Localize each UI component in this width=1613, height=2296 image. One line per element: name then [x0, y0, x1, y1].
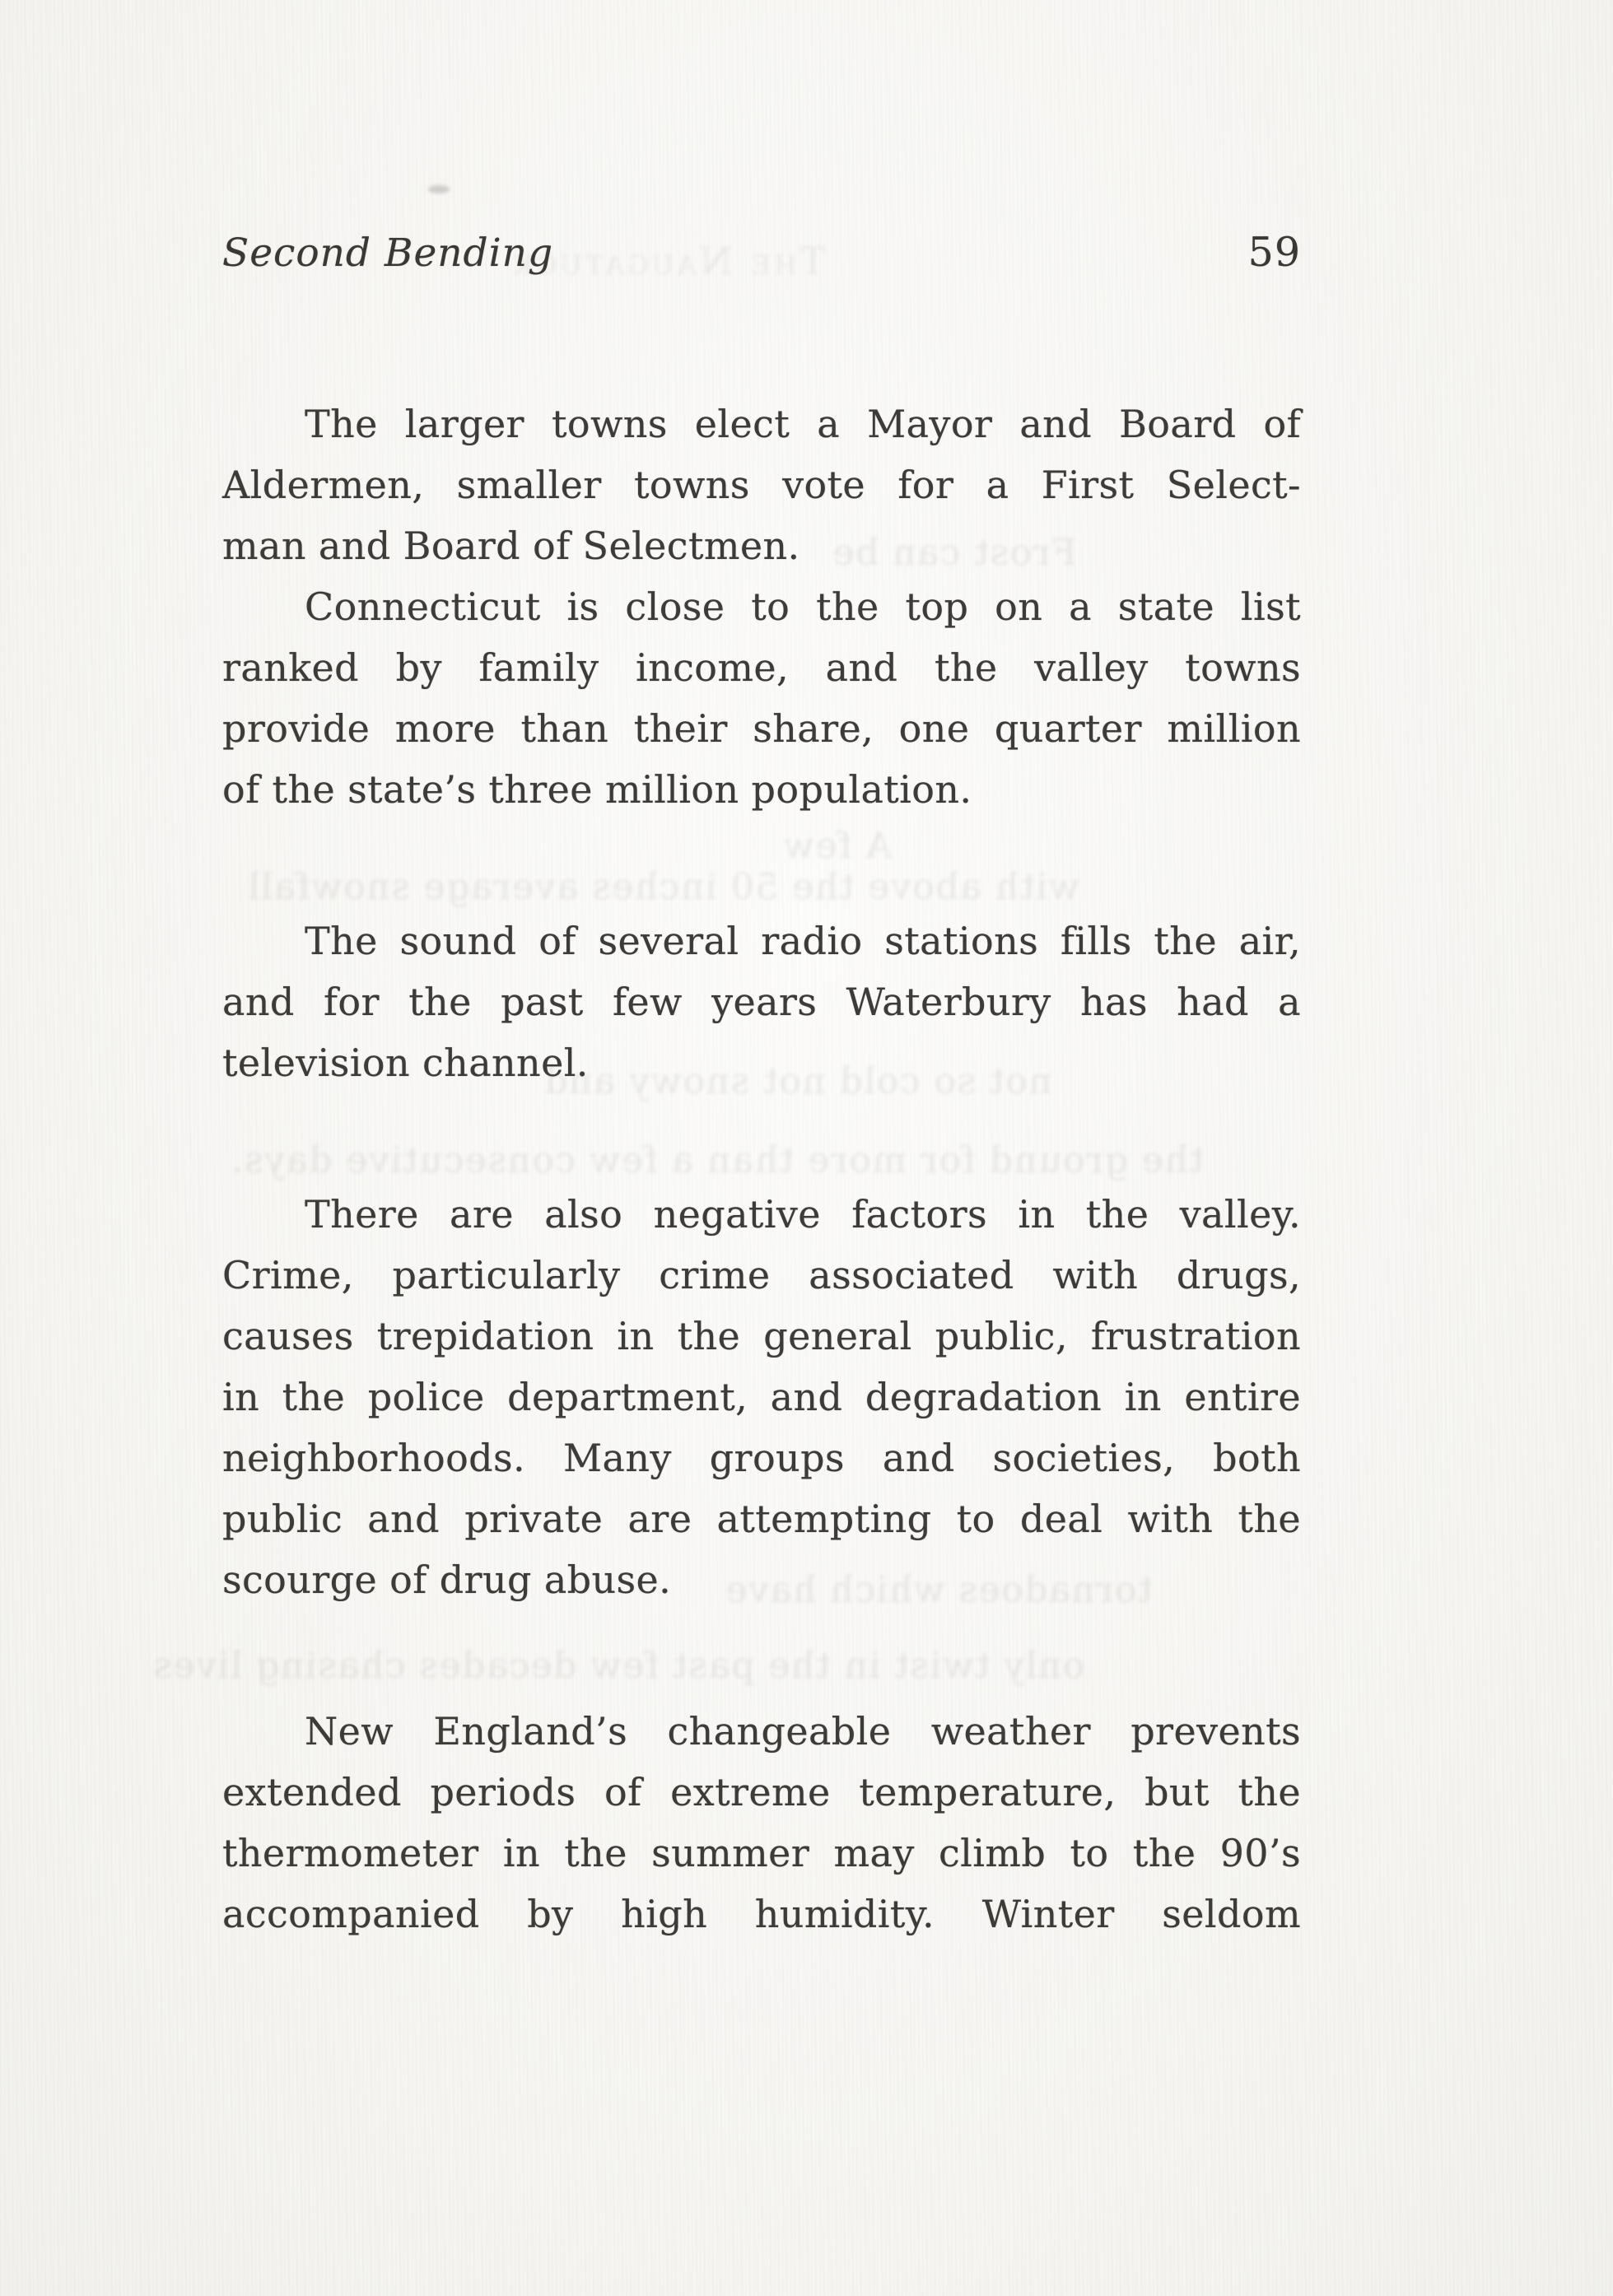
paragraph: [222, 1701, 1301, 1944]
bleed-through-text: The Naugatuck: [510, 239, 826, 283]
text-line: scourge of drug abuse.: [222, 1558, 672, 1602]
text-line: Aldermen, smaller towns vote for a First Select-: [222, 463, 1301, 507]
running-head-title: Second Bending: [222, 231, 554, 276]
text-line: thermometer in the summer may climb to the 90’s: [222, 1831, 1301, 1875]
paragraph: [222, 576, 1301, 820]
text-line: The sound of several radio stations fills the air,: [305, 919, 1301, 963]
text-line: neighborhoods. Many groups and societies, both: [222, 1436, 1301, 1480]
text-line: There are also negative factors in the valley.: [305, 1192, 1301, 1236]
text-line: of the state’s three million population.: [222, 767, 972, 812]
page-number: 59: [1247, 229, 1301, 276]
text-line: accompanied by high humidity. Winter seldom: [222, 1892, 1301, 1936]
bleed-through-text: not so cold not snowy and: [543, 1060, 1052, 1102]
text-line: man and Board of Selectmen.: [222, 524, 800, 568]
text-line: New England’s changeable weather prevents: [305, 1709, 1301, 1753]
paper-smudge: [428, 185, 450, 193]
text-line: in the police department, and degradation in entire: [222, 1375, 1301, 1419]
text-line: The larger towns elect a Mayor and Board of: [305, 402, 1301, 446]
bleed-through-text: the ground for more than a few consecutive days.: [231, 1139, 1204, 1181]
text-line: Connecticut is close to the top on a state list: [305, 584, 1301, 629]
bleed-through-text: A few: [782, 825, 893, 867]
text-line: Crime, particularly crime associated with drugs,: [222, 1253, 1301, 1297]
paragraph: [222, 394, 1301, 576]
text-line: and for the past few years Waterbury has had a: [222, 980, 1301, 1024]
paragraph: [222, 1184, 1301, 1610]
text-line: extended periods of extreme temperature, but the: [222, 1770, 1301, 1814]
text-line: causes trepidation in the general public, frustration: [222, 1314, 1301, 1358]
text-line: ranked by family income, and the valley towns: [222, 645, 1301, 690]
bleed-through-text: Frost can be: [832, 532, 1077, 574]
bleed-through-text: tornadoes which have: [725, 1569, 1153, 1611]
text-line: television channel.: [222, 1041, 589, 1085]
bleed-through-text: with above the 50 inches average snowfall: [247, 866, 1080, 908]
text-line: provide more than their share, one quarter million: [222, 706, 1301, 751]
text-line: public and private are attempting to deal with the: [222, 1497, 1301, 1541]
bleed-through-text: only twist in the past few decades chasing lives: [152, 1645, 1085, 1687]
